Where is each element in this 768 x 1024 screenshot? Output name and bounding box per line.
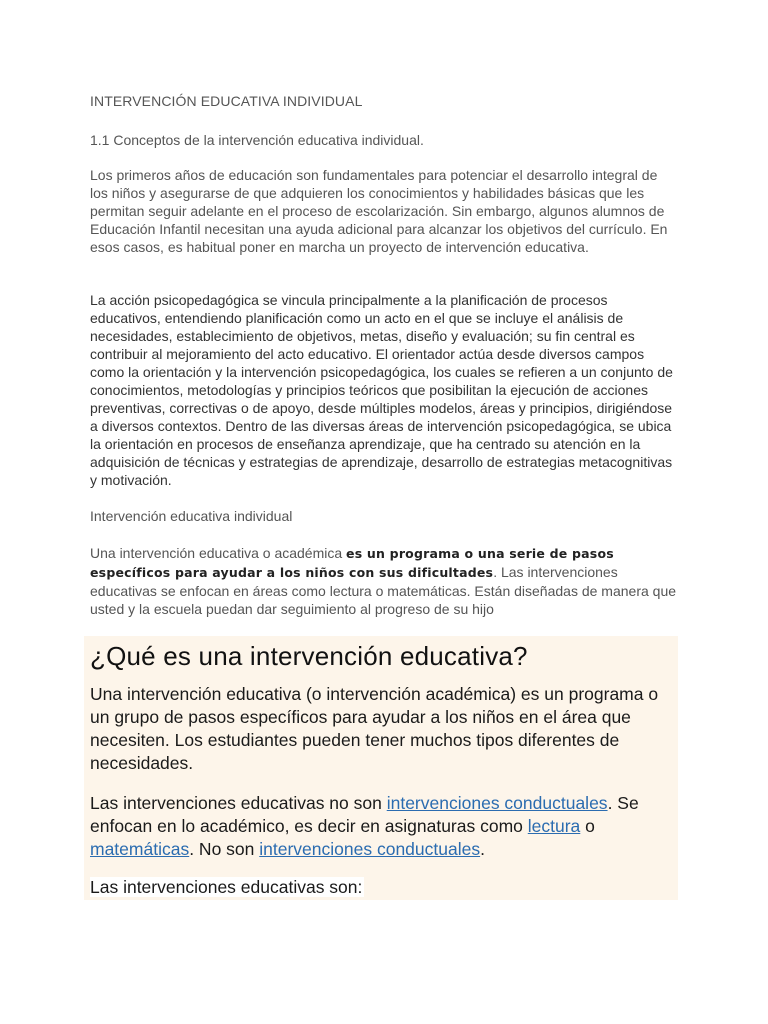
link-reading[interactable]: lectura xyxy=(527,816,581,836)
definition-bold: es un programa o una serie de pasos específicos para ayudar a los niños con sus dificultades xyxy=(90,546,614,580)
panel-paragraph-3: Las intervenciones educativas son: xyxy=(90,877,363,897)
link-math[interactable]: matemáticas xyxy=(90,839,190,859)
section-heading: Intervención educativa individual xyxy=(90,508,293,524)
panel-heading: ¿Qué es una intervención educativa? xyxy=(90,641,528,671)
quoted-article-panel xyxy=(84,636,678,900)
panel-paragraph-3-wrap xyxy=(90,876,364,899)
paragraph-intro: Los primeros años de educación son fundamentales para potenciar el desarrollo integral de los niños y asegurarse de que adquieren los conocimientos y habilidades básicas que les permitan seguir adelante en el proceso de escolarización. Sin embargo, algunos alumnos de Educación Infantil necesitan una ayuda adicional para alcanzar los objetivos del currículo. En esos casos, es habitual poner en marcha un proyecto de intervención educativa. xyxy=(90,167,668,255)
p2-text-c: o xyxy=(580,816,595,836)
panel-paragraph-1: Una intervención educativa (o intervención académica) es un programa o un grupo de pasos específicos para ayudar a los niños en el área que necesiten. Los estudiantes pueden tener muchos tipos diferentes de necesidades. xyxy=(90,684,659,773)
document-title: INTERVENCIÓN EDUCATIVA INDIVIDUAL xyxy=(90,93,363,109)
p2-text-e: . xyxy=(480,839,485,859)
definition-start: Una intervención educativa o académica xyxy=(90,545,347,561)
paragraph-definition xyxy=(90,544,678,618)
definition-end: . Las intervenciones educativas se enfocan en áreas como lectura o matemáticas. Están diseñadas de manera que usted y la escuela puedan dar seguimiento al progreso de su hijo xyxy=(90,564,677,617)
paragraph-psychopedagogy: La acción psicopedagógica se vincula principalmente a la planificación de procesos educativos, entendiendo planificación como un acto en el que se incluye el análisis de necesidades, establecimiento de objetivos, metas, diseño y evaluación; su fin central es contribuir al mejoramiento del acto educativo. El orientador actúa desde diversos campos como la orientación y la intervención psicopedagógica, los cuales se refieren a un conjunto de conocimientos, metodologías y principios teóricos que posibilitan la ejecución de acciones preventivas, correctivas o de apoyo, desde múltiples modelos, áreas y principios, dirigiéndose a diversos contextos. Dentro de las diversas áreas de intervención psicopedagógica, se ubica la orientación en procesos de enseñanza aprendizaje, que ha centrado su atención en la adquisición de técnicas y estrategias de aprendizaje, desarrollo de estrategias metacognitivas y motivación. xyxy=(90,292,673,488)
p2-text-b: . Se enfocan en lo académico, es decir en asignaturas como xyxy=(90,793,639,836)
link-behavioral-interventions[interactable]: intervenciones conductuales xyxy=(386,793,608,813)
section-subtitle: 1.1 Conceptos de la intervención educativa individual. xyxy=(90,132,424,148)
panel-paragraph-2 xyxy=(90,792,674,861)
p2-text-d: . No son xyxy=(189,839,260,859)
link-behavioral-interventions-2[interactable]: intervenciones conductuales xyxy=(259,839,481,859)
p2-text-a: Las intervenciones educativas no son xyxy=(90,793,387,813)
